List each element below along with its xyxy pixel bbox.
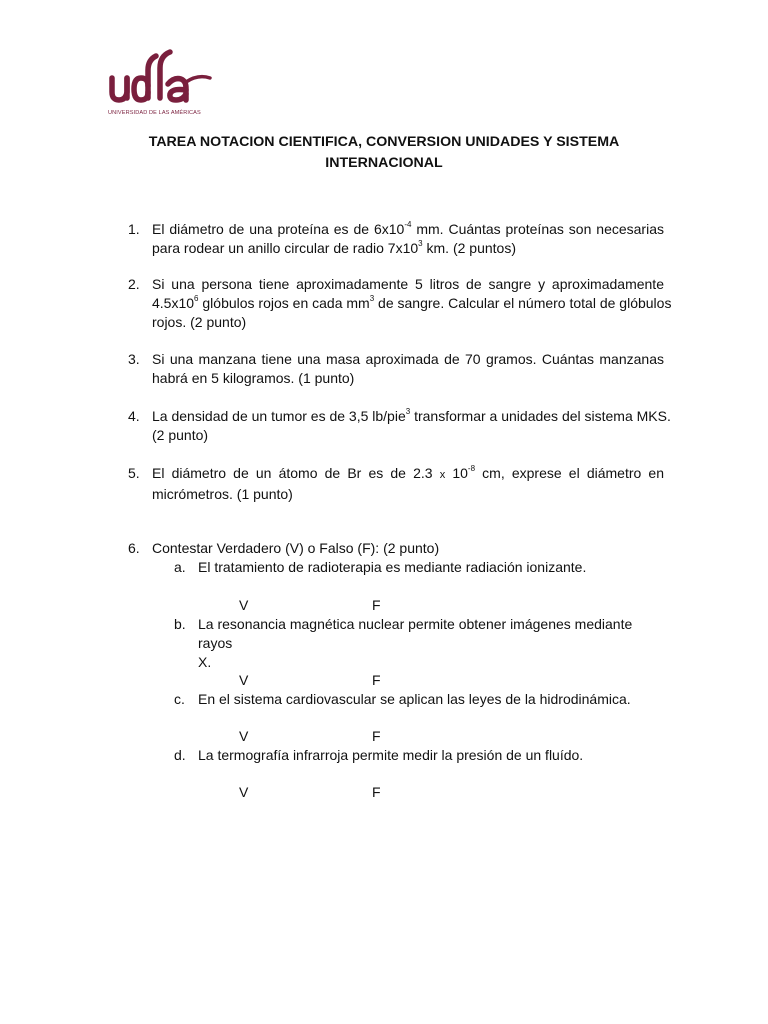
question-line	[152, 294, 672, 313]
sub-item-text: El tratamiento de radioterapia es mediante radiación ionizante.	[198, 559, 587, 575]
superscript: 3	[369, 294, 375, 304]
udla-logo-icon	[108, 48, 218, 108]
times-sign: x	[439, 469, 446, 481]
text-run: para rodear un anillo circular de radio 7x10	[152, 240, 419, 256]
superscript: 6	[194, 294, 199, 304]
question-line: Contestar Verdadero (V) o Falso (F): (2 punto)	[152, 540, 440, 556]
sub-item-text: En el sistema cardiovascular se aplican las leyes de la hidrodinámica.	[198, 691, 631, 707]
question-2	[128, 275, 672, 332]
sub-item-text: X.	[198, 654, 212, 670]
sub-item-text: La termografía infrarroja permite medir la presión de un fluído.	[198, 747, 584, 763]
question-number: 5.	[128, 465, 140, 481]
title-line-1: TAREA NOTACION CIENTIFICA, CONVERSION UNIDADES Y SISTEMA	[148, 134, 620, 150]
question-line	[152, 407, 671, 426]
option-v-c[interactable]: V	[239, 728, 249, 744]
superscript: -4	[404, 220, 412, 230]
sub-item-b	[174, 615, 664, 672]
sub-item-a	[174, 558, 664, 577]
question-4	[128, 407, 671, 445]
text-run: El diámetro de un átomo de Br es de 2.3	[152, 465, 440, 481]
question-number: 1.	[128, 221, 140, 237]
superscript: -8	[467, 464, 476, 474]
logo-caption: UNIVERSIDAD DE LAS AMÉRICAS	[108, 110, 201, 116]
option-v-d[interactable]: V	[239, 784, 249, 800]
sub-item-text: La resonancia magnética nuclear permite obtener imágenes mediante rayos	[198, 616, 633, 651]
text-run: El diámetro de una proteína es de 6x10	[152, 221, 405, 237]
question-5	[128, 464, 664, 504]
question-line: micrómetros. (1 punto)	[152, 486, 293, 502]
option-v-b[interactable]: V	[239, 672, 249, 688]
text-run: 4.5x10	[152, 295, 195, 311]
sub-item-letter: d.	[174, 747, 186, 763]
question-1	[128, 220, 664, 258]
question-line	[152, 220, 664, 239]
question-line: rojos. (2 punto)	[152, 314, 247, 330]
text-run: 10	[445, 465, 468, 481]
question-line: Si una persona tiene aproximadamente 5 litros de sangre y aproximadamente	[152, 276, 664, 292]
question-line	[152, 239, 664, 258]
sub-item-letter: b.	[174, 616, 186, 632]
text-run: transformar a unidades del sistema MKS.	[410, 408, 671, 424]
text-run: cm, exprese el diámetro en	[475, 465, 665, 481]
question-number: 4.	[128, 408, 140, 424]
question-number: 3.	[128, 351, 140, 367]
sub-item-letter: a.	[174, 559, 186, 575]
option-f-a[interactable]: F	[372, 597, 381, 613]
option-f-b[interactable]: F	[372, 672, 381, 688]
sub-item-d	[174, 746, 664, 765]
question-line: habrá en 5 kilogramos. (1 punto)	[152, 370, 355, 386]
question-number: 2.	[128, 276, 140, 292]
question-3	[128, 350, 664, 388]
page-title	[110, 132, 658, 174]
university-logo	[108, 48, 218, 118]
question-6	[128, 539, 664, 558]
title-line-2: INTERNACIONAL	[325, 155, 443, 171]
text-run: La densidad de un tumor es de 3,5 lb/pie	[152, 408, 406, 424]
text-run: de sangre. Calcular el número total de glóbulos	[374, 295, 672, 311]
option-f-c[interactable]: F	[372, 728, 381, 744]
text-run: km. (2 puntos)	[422, 240, 516, 256]
question-line: Si una manzana tiene una masa aproximada de 70 gramos. Cuántas manzanas	[152, 351, 664, 367]
superscript: 3	[405, 407, 411, 417]
superscript: 3	[418, 239, 423, 249]
text-run: glóbulos rojos en cada mm	[198, 295, 370, 311]
sub-item-c	[174, 690, 664, 709]
question-line: (2 punto)	[152, 427, 209, 443]
question-line	[152, 464, 664, 485]
option-v-a[interactable]: V	[239, 597, 249, 613]
sub-item-body	[198, 615, 664, 672]
question-number: 6.	[128, 540, 140, 556]
sub-item-letter: c.	[174, 691, 185, 707]
text-run: mm. Cuántas proteínas son necesarias	[411, 221, 664, 237]
option-f-d[interactable]: F	[372, 784, 381, 800]
